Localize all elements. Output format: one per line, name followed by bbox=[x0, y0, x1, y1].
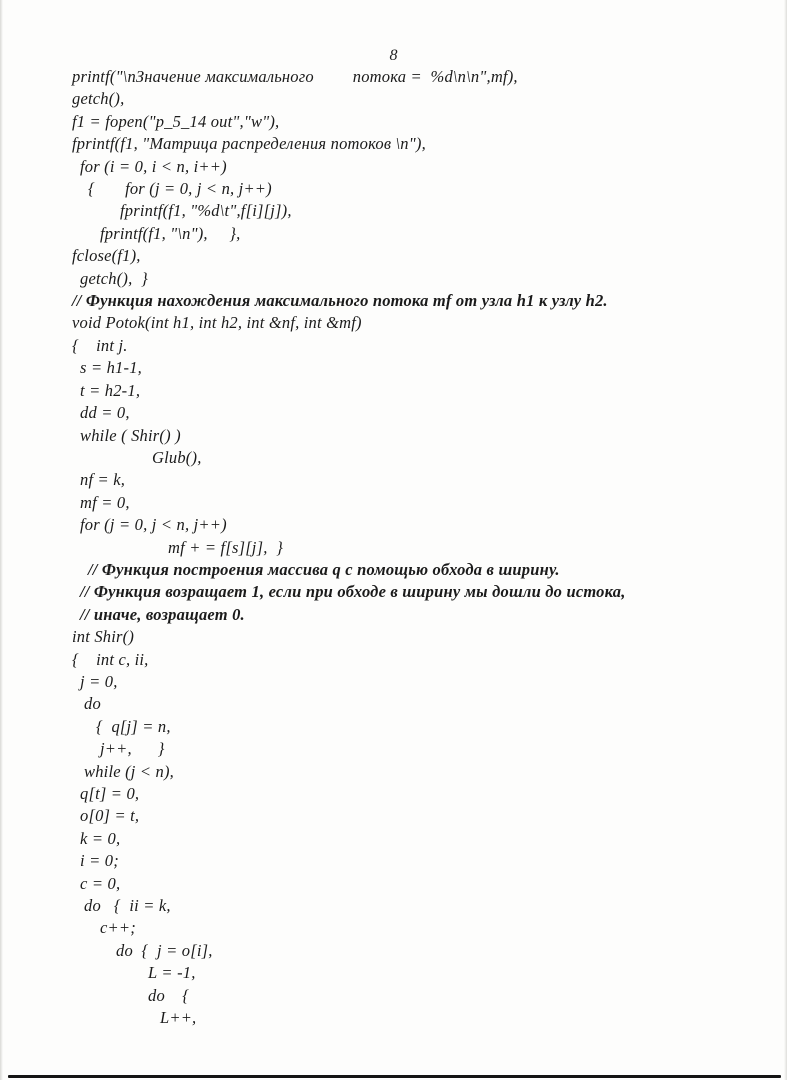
code-line: s = h1-1, bbox=[80, 358, 142, 378]
code-line: { int j. bbox=[72, 335, 128, 355]
code-line: L++, bbox=[160, 1008, 197, 1028]
code-line: do { ii = k, bbox=[84, 896, 171, 916]
code-line: fprintf(f1, "\n"), }, bbox=[100, 223, 241, 243]
code-line: fprintf(f1, "Матрица распределения потоков \n"), bbox=[72, 134, 426, 154]
code-line: j++, } bbox=[100, 739, 165, 759]
code-line: mf = 0, bbox=[80, 492, 130, 512]
code-line: Glub(), bbox=[152, 447, 202, 467]
code-line: mf + = f[s][j], } bbox=[168, 537, 283, 557]
code-line: { q[j] = n, bbox=[96, 716, 171, 736]
code-line: getch(), } bbox=[80, 268, 148, 288]
code-line: fclose(f1), bbox=[72, 246, 141, 266]
code-line: // Функция построения массива q с помощью обхода в ширину. bbox=[88, 559, 560, 579]
code-line: while (j < n), bbox=[84, 761, 175, 781]
code-line: // иначе, возращает 0. bbox=[80, 604, 245, 624]
scan-bottom-edge bbox=[8, 1075, 781, 1078]
code-line: fprintf(f1, "%d\t",f[i][j]), bbox=[120, 201, 292, 221]
code-line: t = h2-1, bbox=[80, 380, 141, 400]
code-line: k = 0, bbox=[80, 828, 121, 848]
page-number: 8 bbox=[389, 47, 398, 64]
code-line: for (i = 0, i < n, i++) bbox=[80, 156, 227, 176]
code-line: f1 = fopen("p_5_14 out","w"), bbox=[72, 111, 280, 131]
code-line: int Shir() bbox=[72, 627, 135, 647]
code-line: { for (j = 0, j < n, j++) bbox=[88, 179, 272, 199]
code-line: { int c, ii, bbox=[72, 649, 149, 669]
scan-left-edge bbox=[0, 0, 3, 1080]
code-line: dd = 0, bbox=[80, 403, 130, 423]
code-line: c = 0, bbox=[80, 873, 121, 893]
code-line: i = 0; bbox=[80, 851, 119, 871]
code-line: do { j = o[i], bbox=[116, 940, 213, 960]
code-line: do { bbox=[148, 985, 189, 1005]
code-line: q[t] = 0, bbox=[80, 784, 140, 803]
code-line: for (j = 0, j < n, j++) bbox=[80, 515, 227, 535]
code-block bbox=[72, 66, 757, 1029]
code-line: void Potok(int h1, int h2, int &nf, int &mf) bbox=[72, 313, 362, 333]
code-line: c++; bbox=[100, 918, 136, 938]
code-line: // Функция нахождения максимального потока mf от узла h1 к узлу h2. bbox=[72, 291, 608, 311]
code-line: j = 0, bbox=[80, 671, 118, 691]
code-line: getch(), bbox=[72, 89, 125, 109]
code-line: printf("\nЗначение максимального потока = %d\n\n",mf), bbox=[72, 67, 518, 86]
code-line: o[0] = t, bbox=[80, 806, 140, 826]
code-line: while ( Shir() ) bbox=[80, 425, 181, 445]
code-line: do bbox=[84, 694, 101, 714]
code-line: // Функция возращает 1, если при обходе в ширину мы дошли до истока, bbox=[80, 582, 626, 602]
code-line: L = -1, bbox=[148, 963, 196, 983]
code-line: nf = k, bbox=[80, 470, 126, 490]
